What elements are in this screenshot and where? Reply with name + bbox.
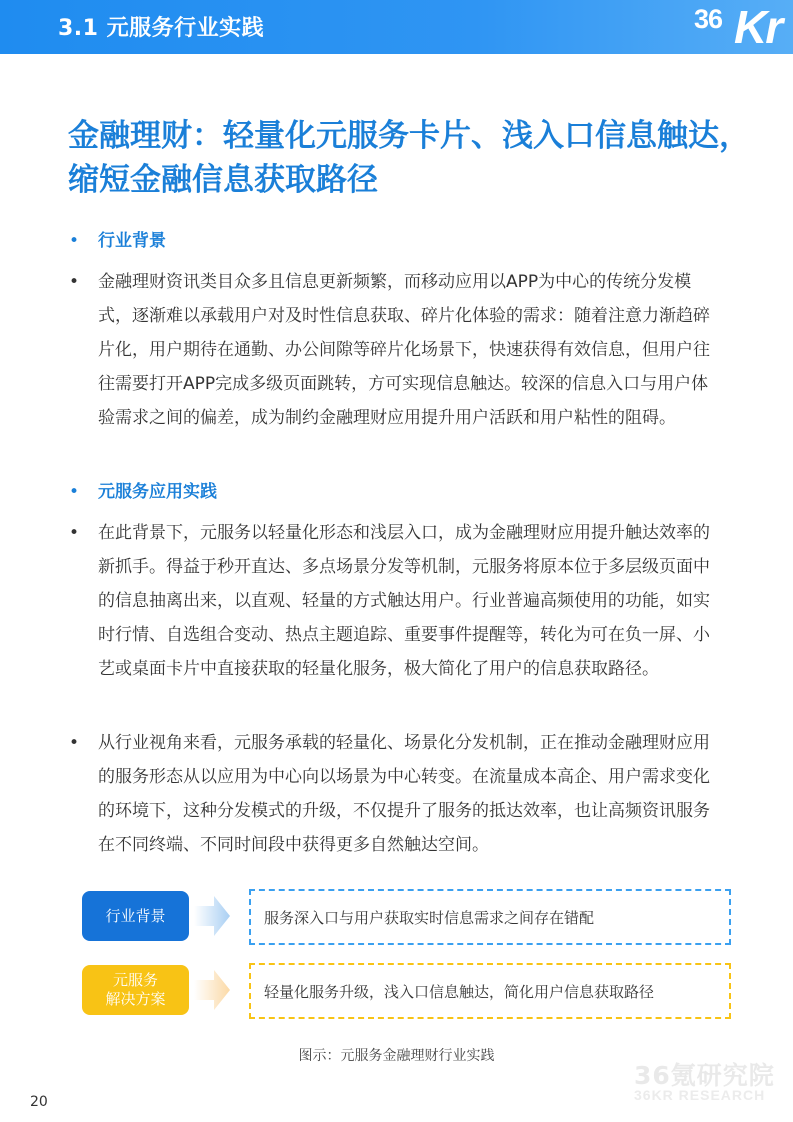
bullet-paragraph-practice: [68, 516, 722, 686]
pill-solution: [82, 965, 189, 1015]
section-title: 3.1 元服务行业实践: [58, 16, 265, 41]
page-number: 20: [30, 1094, 48, 1110]
page-title: 金融理财：轻量化元服务卡片、浅入口信息触达，缩短金融信息获取路径: [68, 118, 750, 198]
bullet-heading-background: [68, 224, 722, 258]
bullet-paragraph-industry-view: [68, 726, 722, 862]
bullet-heading-text: 元服务应用实践: [98, 482, 217, 502]
bullet-dot: •: [68, 733, 80, 753]
bullet-paragraph-text: 从行业视角来看，元服务承载的轻量化、场景化分发机制，正在推动金融理财应用的服务形态从以应用为中心向以场景为中心转变。在流量成本高企、用户需求变化的环境下，这种分发模式的升级，不仅提升了服务的抵达效率，也让高频资讯服务在不同终端、不同时间段中获得更多自然触达空间。: [98, 733, 710, 855]
bullet-paragraph-text: 在此背景下，元服务以轻量化形态和浅层入口，成为金融理财应用提升触达效率的新抓手。得益于秒开直达、多点场景分发等机制，元服务将原本位于多层级页面中的信息抽离出来，以直观、轻量的方式触达用户。行业普遍高频使用的功能，如实时行情、自选组合变动、热点主题追踪、重要事件提醒等，转化为可在负一屏、小艺或桌面卡片中直接获取的轻量化服务，极大简化了用户的信息获取路径。: [98, 523, 710, 679]
pill-industry-background: [82, 891, 189, 941]
right-arrow-icon: [192, 894, 232, 938]
header-bar: [0, 0, 793, 54]
dashed-box-industry-background: [249, 889, 731, 945]
box-text: 服务深入口与用户获取实时信息需求之间存在错配: [264, 908, 595, 927]
watermark-cn: 36氪研究院: [634, 1061, 775, 1090]
right-arrow-icon: [192, 968, 232, 1012]
logo-letters: Kr: [734, 1, 782, 53]
watermark-en: 36KR RESEARCH: [634, 1087, 766, 1103]
bullet-dot: •: [68, 482, 80, 502]
figure-caption: 图示：元服务金融理财行业实践: [298, 1048, 495, 1064]
bullet-paragraph-background: [68, 265, 722, 435]
box-text: 轻量化服务升级，浅入口信息触达，简化用户信息获取路径: [264, 982, 655, 1001]
logo-number: 36: [694, 4, 723, 34]
dashed-box-solution: [249, 963, 731, 1019]
pill-label: 元服务 解决方案: [105, 971, 166, 1008]
bullet-dot: •: [68, 231, 80, 251]
bullet-paragraph-text: 金融理财资讯类目众多且信息更新频繁，而移动应用以APP为中心的传统分发模式，逐渐难以承载用户对及时性信息获取、碎片化体验的需求：随着注意力渐趋碎片化，用户期待在通勤、办公间隙等碎片化场景下，快速获得有效信息，但用户往往需要打开APP完成多级页面跳转，方可实现信息触达。较深的信息入口与用户体验需求之间的偏差，成为制约金融理财应用提升用户活跃和用户粘性的阻碍。: [98, 272, 710, 428]
bullet-heading-text: 行业背景: [98, 231, 166, 251]
pill-label: 行业背景: [105, 906, 166, 925]
bullet-dot: •: [68, 272, 80, 292]
bullet-heading-practice: [68, 475, 722, 509]
bullet-dot: •: [68, 523, 80, 543]
